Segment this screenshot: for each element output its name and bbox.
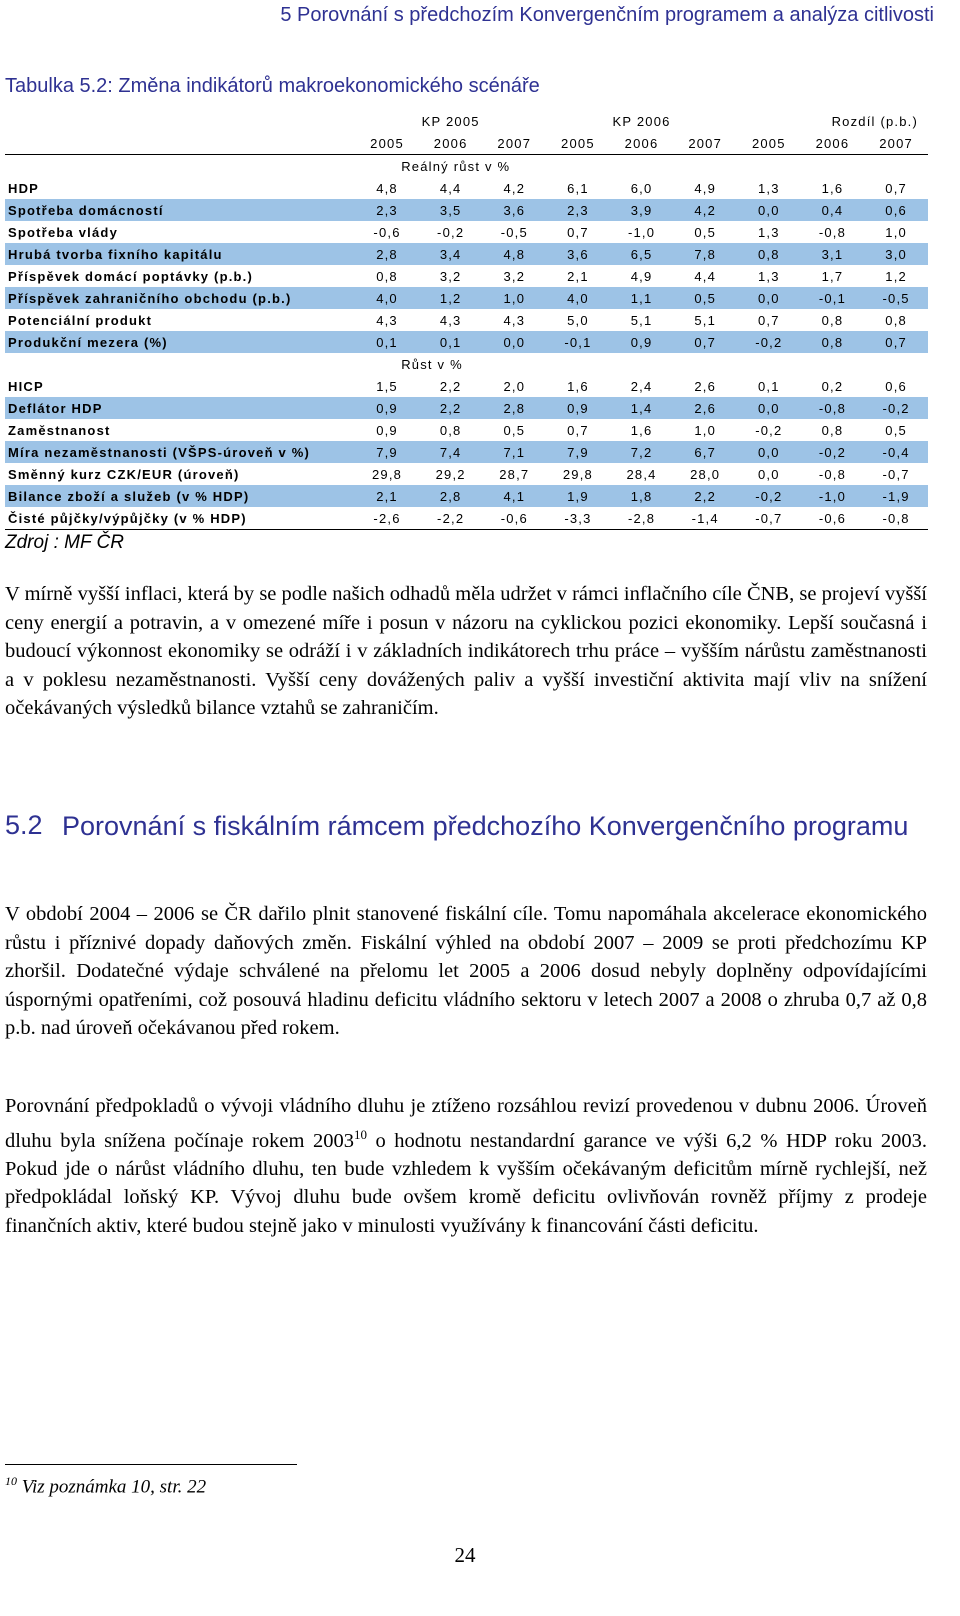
header-year-cell: 2007: [673, 132, 737, 155]
row-label: Příspěvek domácí poptávky (p.b.): [8, 268, 254, 284]
row-value: 6,5: [610, 243, 674, 265]
row-value: 0,9: [355, 397, 419, 419]
row-label: Zaměstnanost: [8, 422, 111, 438]
paragraph-fiscal: V období 2004 – 2006 se ČR dařilo plnit stanovené fiskální cíle. Tomu napomáhala akcelerace ekonomického růstu i příznivé dopady daňových změn. Fiskální výhled na období 2007 – 2009 se proti předchozímu KP zhoršil. Dodatečné výdaje schválené na přelomu let 2005 a 2006 dosud nebyly doplněny odpovídajícími úspornými opatřeními, což posouvá hladinu deficitu vládního sektoru v letech 2007 a 2008 o zhruba 0,7 až 0,8 p.b. nad úroveň očekávanou před rokem.: [5, 903, 927, 1039]
row-label: Spotřeba domácností: [5, 199, 355, 221]
row-value: 0,1: [419, 331, 483, 353]
row-value: 3,0: [864, 243, 928, 265]
section-label: Růst v %: [401, 356, 463, 372]
table-row: [5, 243, 928, 265]
row-value: 6,7: [673, 441, 737, 463]
row-value: 0,7: [885, 180, 907, 196]
row-value: 0,5: [673, 287, 737, 309]
row-value: 0,7: [757, 312, 780, 328]
row-value: -2,2: [419, 507, 483, 530]
row-value: -0,6: [801, 507, 865, 530]
paragraph-debt: [5, 1092, 927, 1240]
row-value: 7,9: [355, 441, 419, 463]
section-label: Reálný růst v %: [401, 158, 511, 174]
row-value: -0,8: [818, 224, 847, 240]
table-row: [5, 287, 928, 309]
row-value: -0,2: [437, 224, 465, 240]
row-value: 2,2: [419, 397, 483, 419]
table-row: [5, 397, 928, 419]
header-group-cell: KP 2005: [421, 113, 480, 129]
row-value: 29,8: [371, 466, 403, 482]
row-value: 4,8: [376, 180, 398, 196]
row-value: 28,7: [499, 466, 530, 482]
row-value: -0,2: [737, 485, 801, 507]
row-value: 0,8: [801, 331, 865, 353]
row-value: -0,2: [864, 397, 928, 419]
row-value: 7,2: [610, 441, 674, 463]
row-value: 2,3: [546, 199, 610, 221]
row-label: Čisté půjčky/výpůjčky (v % HDP): [5, 507, 355, 530]
row-label: HDP: [8, 180, 40, 196]
row-value: 4,9: [694, 180, 717, 196]
row-value: 7,4: [419, 441, 483, 463]
row-value: 3,4: [419, 243, 483, 265]
table-row: [5, 463, 928, 485]
row-value: -1,4: [673, 507, 737, 530]
row-value: 0,6: [864, 199, 928, 221]
table-row: [5, 375, 928, 397]
row-value: 2,3: [355, 199, 419, 221]
row-label: Deflátor HDP: [5, 397, 355, 419]
row-label: Potenciální produkt: [8, 312, 153, 328]
row-value: 2,8: [355, 243, 419, 265]
row-value: -1,0: [801, 485, 865, 507]
row-value: -2,6: [355, 507, 419, 530]
table-title: Tabulka 5.2: Změna indikátorů makroekonomického scénáře: [5, 75, 540, 97]
row-value: 1,5: [376, 378, 398, 394]
row-label: Hrubá tvorba fixního kapitálu: [5, 243, 355, 265]
row-value: 28,0: [690, 466, 721, 482]
row-value: 1,0: [694, 422, 717, 438]
row-value: 0,8: [821, 422, 844, 438]
row-value: -0,2: [801, 441, 865, 463]
row-value: -0,1: [801, 287, 865, 309]
row-value: 1,0: [885, 224, 907, 240]
row-value: 2,6: [694, 378, 717, 394]
row-label: Bilance zboží a služeb (v % HDP): [5, 485, 355, 507]
macro-indicator-table: [5, 110, 928, 530]
row-value: 1,3: [757, 224, 780, 240]
table-row: [5, 331, 928, 353]
header-year-cell: 2005: [355, 132, 419, 155]
row-value: -0,5: [500, 224, 528, 240]
row-value: -0,8: [864, 507, 928, 530]
row-value: 4,0: [546, 287, 610, 309]
table-row: [5, 485, 928, 507]
row-value: 0,9: [376, 422, 398, 438]
row-value: 0,1: [355, 331, 419, 353]
row-value: -1,0: [627, 224, 656, 240]
row-value: -0,7: [737, 507, 801, 530]
row-value: 0,1: [757, 378, 780, 394]
row-value: 0,8: [376, 268, 398, 284]
table-row: [5, 419, 928, 441]
row-value: 7,1: [482, 441, 546, 463]
row-value: 0,8: [737, 243, 801, 265]
row-value: 0,0: [482, 331, 546, 353]
row-value: 29,8: [562, 466, 593, 482]
row-value: 5,0: [567, 312, 589, 328]
row-value: 4,2: [673, 199, 737, 221]
row-value: -3,3: [546, 507, 610, 530]
section-number: 5.2: [5, 810, 43, 840]
row-value: 0,0: [737, 397, 801, 419]
row-value: 2,6: [673, 397, 737, 419]
row-value: -0,5: [864, 287, 928, 309]
row-value: 0,7: [673, 331, 737, 353]
header-year-cell: 2007: [482, 132, 546, 155]
row-value: 1,3: [757, 180, 780, 196]
row-value: 2,2: [439, 378, 462, 394]
row-value: 0,5: [694, 224, 717, 240]
section-heading: Porovnání s fiskálním rámcem předchozího Konvergenčního programu: [62, 811, 909, 841]
row-value: 2,8: [419, 485, 483, 507]
row-label: Příspěvek zahraničního obchodu (p.b.): [5, 287, 355, 309]
header-group-cell: Rozdíl (p.b.): [831, 113, 918, 129]
row-value: 2,0: [503, 378, 526, 394]
row-value: -0,4: [864, 441, 928, 463]
row-label: Produkční mezera (%): [5, 331, 355, 353]
row-value: -2,8: [610, 507, 674, 530]
row-value: 1,6: [821, 180, 844, 196]
row-value: -0,7: [882, 466, 910, 482]
row-value: 5,1: [694, 312, 717, 328]
row-value: 4,2: [503, 180, 526, 196]
row-value: 0,7: [567, 224, 589, 240]
row-value: -0,8: [801, 397, 865, 419]
row-value: 1,7: [821, 268, 844, 284]
row-value: 1,4: [610, 397, 674, 419]
row-value: 4,3: [503, 312, 526, 328]
row-value: -0,1: [546, 331, 610, 353]
header-year-cell: 2006: [610, 132, 674, 155]
table-source: Zdroj : MF ČR: [5, 532, 124, 553]
row-value: 3,6: [546, 243, 610, 265]
row-value: 0,8: [821, 312, 844, 328]
table-row: [5, 177, 928, 199]
row-value: 0,0: [737, 199, 801, 221]
table-row: [5, 221, 928, 243]
row-value: 0,9: [546, 397, 610, 419]
row-value: 3,2: [503, 268, 526, 284]
row-value: 3,2: [439, 268, 462, 284]
footnote-separator: [5, 1464, 297, 1465]
row-value: 2,4: [630, 378, 653, 394]
row-value: 1,2: [419, 287, 483, 309]
row-value: 4,4: [694, 268, 717, 284]
paragraph-debt-text-1: Porovnání předpokladů o vývoji vládního dluhu je ztíženo rozsáhlou revizí provedenou v dubnu 2006. Úroveň dluhu byla snížena počínaje rokem 2003: [5, 1095, 927, 1152]
row-value: 4,0: [355, 287, 419, 309]
section-empty-cell: [5, 155, 355, 178]
row-value: 4,1: [482, 485, 546, 507]
header-empty-cell: [5, 132, 355, 155]
row-value: -0,8: [818, 466, 847, 482]
row-value: -0,6: [373, 224, 401, 240]
row-value: 0,5: [885, 422, 907, 438]
row-value: 0,8: [439, 422, 462, 438]
row-value: 1,8: [610, 485, 674, 507]
table-row: [5, 309, 928, 331]
header-year-cell: 2005: [546, 132, 610, 155]
table-row: [5, 507, 928, 530]
table-row: [5, 199, 928, 221]
row-value: 0,0: [757, 466, 780, 482]
section-row-growth: [5, 353, 928, 375]
header-group-cell: KP 2006: [612, 113, 671, 129]
row-value: -1,9: [864, 485, 928, 507]
row-value: 2,1: [355, 485, 419, 507]
row-value: 2,2: [673, 485, 737, 507]
row-value: 0,7: [864, 331, 928, 353]
row-value: 6,0: [630, 180, 653, 196]
row-value: 0,4: [801, 199, 865, 221]
table-row: [5, 265, 928, 287]
header-year-cell: 2005: [737, 132, 801, 155]
row-value: -0,2: [755, 422, 783, 438]
row-label: Míra nezaměstnanosti (VŠPS-úroveň v %): [5, 441, 355, 463]
paragraph-inflation: V mírně vyšší inflaci, která by se podle našich odhadů měla udržet v rámci inflačního cíle ČNB, se projeví vyšší ceny energií a potravin, a v omezené míře i posun v názoru na cyklickou pozici ekonomiky. Lepší současná i budoucí výkonnost ekonomiky se odráží i v základních indikátorech trhu práce – vyšším nárůstu zaměstnanosti a v poklesu nezaměstnanosti. Vyšší ceny dovážených paliv a vyšší investiční aktivita mají vliv na snížení očekávaných výsledků bilance vztahů se zahraničím.: [5, 583, 927, 719]
row-value: 2,1: [567, 268, 589, 284]
row-value: 4,9: [630, 268, 653, 284]
table-row: [5, 441, 928, 463]
footnote-mark: 10: [5, 1474, 17, 1488]
row-value: 1,3: [757, 268, 780, 284]
footnote-reference[interactable]: 10: [353, 1126, 367, 1142]
row-value: 0,0: [737, 441, 801, 463]
page-number: 24: [454, 1543, 476, 1567]
header-empty-cell: [5, 110, 355, 132]
section-row-real-growth: [5, 155, 928, 178]
row-value: 0,8: [885, 312, 907, 328]
row-value: 6,1: [567, 180, 589, 196]
row-value: 1,9: [546, 485, 610, 507]
section-empty-cell: [5, 353, 355, 375]
row-value: 4,8: [482, 243, 546, 265]
row-value: -0,6: [482, 507, 546, 530]
row-value: 0,5: [503, 422, 526, 438]
row-value: 1,2: [885, 268, 907, 284]
row-value: 7,9: [546, 441, 610, 463]
row-value: 2,8: [482, 397, 546, 419]
row-value: 0,7: [567, 422, 589, 438]
running-header: 5 Porovnání s předchozím Konvergenčním programem a analýza citlivosti: [280, 4, 934, 26]
footnote-text: Viz poznámka 10, str. 22: [21, 1476, 207, 1498]
row-value: 4,3: [376, 312, 398, 328]
row-value: 7,8: [673, 243, 737, 265]
row-value: 0,2: [821, 378, 844, 394]
row-value: 1,6: [630, 422, 653, 438]
row-value: 5,1: [630, 312, 653, 328]
row-value: 1,0: [482, 287, 546, 309]
row-value: -0,2: [737, 331, 801, 353]
row-value: 3,1: [801, 243, 865, 265]
footnote: [5, 1474, 206, 1498]
row-value: 3,6: [482, 199, 546, 221]
row-value: 0,0: [737, 287, 801, 309]
header-year-cell: 2006: [801, 132, 865, 155]
table-header-years: [5, 132, 928, 155]
row-label: Směnný kurz CZK/EUR (úroveň): [8, 466, 240, 482]
row-value: 1,1: [610, 287, 674, 309]
header-year-cell: 2006: [419, 132, 483, 155]
header-year-cell: 2007: [864, 132, 928, 155]
row-value: 3,5: [419, 199, 483, 221]
row-value: 0,6: [885, 378, 907, 394]
row-value: 4,4: [439, 180, 462, 196]
row-value: 0,9: [610, 331, 674, 353]
row-value: 28,4: [626, 466, 657, 482]
row-value: 29,2: [435, 466, 466, 482]
row-label: HICP: [8, 378, 44, 394]
paragraph-debt-text-2: o hodnotu nestandardní garance ve výši 6,2 % HDP roku 2003. Pokud jde o nárůst vládního dluhu, ten bude vzhledem k vyšším očekávaným deficitům mírně rychlejší, než předpokládal loňský KP. Vývoj dluhu bude ovšem kromě deficitu ovlivňován rovněž příjmy z prodeje finančních aktiv, které budou stejně jako v minulosti využívány k financování části deficitu.: [5, 1129, 927, 1237]
row-value: 3,9: [610, 199, 674, 221]
row-value: 1,6: [567, 378, 589, 394]
row-value: 4,3: [439, 312, 462, 328]
row-label: Spotřeba vlády: [8, 224, 118, 240]
table-header-groups: [5, 110, 928, 132]
